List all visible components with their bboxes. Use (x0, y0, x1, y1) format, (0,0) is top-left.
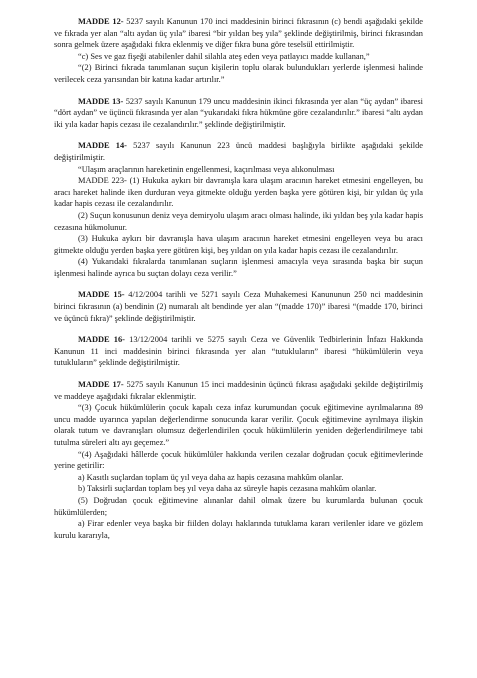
article-14-paragraph: MADDE 223- (1) Hukuka aykırı bir davranışla kara ulaşım aracının hareket etmesini engelleyen, bu aracı hareket halinde iken durduran veya gitmekte olduğu yerden başka yere götüren kişi, bir yıldan üç yıla kadar hapis cezası ile cezalandırılır. (54, 176, 423, 209)
article-13-heading: MADDE 13- (78, 96, 124, 106)
article-12-heading: MADDE 12- (78, 17, 124, 26)
article-14-text: 5237 sayılı Kanunun 223 üncü maddesi başlığıyla birlikte aşağıdaki şekilde değiştirilmiştir. (54, 141, 423, 162)
article-14-paragraph: (3) Hukuka aykırı bir davranışla hava ulaşım aracının hareket etmesini engelleyen veya bu aracı gitmekte olduğu yerden başka yere götüren kişi, beş yıldan on yıla kadar hapis cezası ile cezalandırılır. (54, 234, 423, 255)
article-16-intro (54, 334, 423, 369)
article-16-heading: MADDE 16- (78, 335, 125, 345)
article-14-heading: MADDE 14- (78, 141, 127, 151)
article-15-heading: MADDE 15- (78, 290, 125, 300)
article-17 (54, 379, 423, 541)
article-17-paragraph: b) Taksirli suçlardan toplam beş yıl veya daha az süreyle hapis cezasına mahkûm olanlar. (78, 484, 377, 494)
article-14-paragraph: (2) Suçun konusunun deniz veya demiryolu ulaşım aracı olması halinde, iki yıldan beş yıla kadar hapis cezasına hükmolunur. (54, 210, 423, 232)
article-14-paragraph: (4) Yukarıdaki fıkralarda tanımlanan suçların işlenmesi amacıyla veya sırasında başka bir suçun işlenmesi halinde ayrıca bu suçtan dolayı ceza verilir.” (54, 257, 423, 278)
article-15-text: 4/12/2004 tarihli ve 5271 sayılı Ceza Muhakemesi Kanununun 250 nci maddesinin birinci fıkrasının (a) bendinin (2) numaralı alt bendinde yer alan “(madde 170)” ibaresi “(madde 170, birinci ve üçüncü fıkra)” şeklinde değiştirilmiştir. (54, 290, 423, 323)
article-16-text: 13/12/2004 tarihli ve 5275 sayılı Ceza ve Güvenlik Tedbirlerinin İnfazı Hakkında Kanunun 11 inci maddesinin birinci fıkrasında yer alan “tutukluların” ibaresi “hükümlülerin veya tutukluların” şeklinde değiştirilmiştir. (54, 335, 423, 368)
article-13 (54, 96, 423, 131)
article-12 (54, 16, 423, 86)
article-13-text: 5237 sayılı Kanunun 179 uncu maddesinin ikinci fıkrasında yer alan “üç aydan” ibaresi “dört aydan” ve üçüncü fıkrasında yer alan “yukarıdaki fıkra hükmüne göre cezalandırılır.” ibaresi “altı aydan iki yıla kadar hapis cezası ile cezalandırılır.” şeklinde değiştirilmiştir. (54, 96, 423, 129)
article-12-paragraph: “(2) Birinci fıkrada tanımlanan suçun kişilerin toplu olarak bulundukları yerlerde işlenmesi halinde verilecek ceza yarısından bir katına kadar artırılır.” (54, 63, 423, 84)
article-17-heading: MADDE 17- (78, 380, 124, 390)
article-17-paragraph: a) Firar edenler veya başka bir fiilden dolayı haklarında tutuklama kararı verilenler idare ve gözlem kurulu kararıyla, (54, 519, 423, 540)
article-14 (54, 140, 423, 279)
article-17-paragraph: “(3) Çocuk hükümlülerin çocuk kapalı ceza infaz kurumundan çocuk eğitimevine ayrılmalarına 89 uncu madde uyarınca yapılan değerlendirme sonucunda karar verilir. Çocuk eğitimevine ayrılmaya ilişkin olarak tutum ve davranışları olumsuz değerlendirilen çocuk hükümlülerin yeniden değerlendirilmeye tabi tutulma süreleri altı ayı geçemez.” (54, 403, 423, 447)
article-17-text: 5275 sayılı Kanunun 15 inci maddesinin üçüncü fıkrası aşağıdaki şekilde değiştirilmiş ve maddeye aşağıdaki fıkralar eklenmiştir. (54, 380, 423, 401)
article-17-paragraph: (5) Doğrudan çocuk eğitimevine alınanlar dahil olmak üzere bu kurumlarda bulunan çocuk hükümlülerden; (54, 495, 423, 517)
article-14-intro (54, 140, 423, 163)
article-16 (54, 334, 423, 369)
article-15 (54, 289, 423, 324)
article-17-paragraph: “(4) Aşağıdaki hâllerde çocuk hükümlüler hakkında verilen cezalar doğrudan çocuk eğitimevlerinde yerine getirilir: (54, 449, 423, 471)
article-13-intro (54, 96, 423, 131)
article-12-paragraph: “c) Ses ve gaz fişeği atabilenler dahil silahla ateş eden veya patlayıcı madde kullanan,” (78, 51, 370, 61)
article-17-paragraph: a) Kasıtlı suçlardan toplam üç yıl veya daha az hapis cezasına mahkûm olanlar. (78, 472, 344, 482)
article-14-paragraph: “Ulaşım araçlarının hareketinin engellenmesi, kaçırılması veya alıkonulması (78, 164, 335, 174)
article-12-intro (54, 16, 423, 51)
article-12-text: 5237 sayılı Kanunun 170 inci maddesinin birinci fıkrasının (c) bendi aşağıdaki şekilde ve fıkrada yer alan “altı aydan üç yıla” ibaresi “bir yıldan beş yıla” şeklinde değiştirilmiş, birinci fıkrasından sonra gelmek üzere aşağıdaki fıkra eklenmiş ve diğer fıkra buna göre teselsül ettirilmiştir. (54, 17, 423, 50)
article-15-intro (54, 289, 423, 324)
article-17-intro (54, 379, 423, 402)
